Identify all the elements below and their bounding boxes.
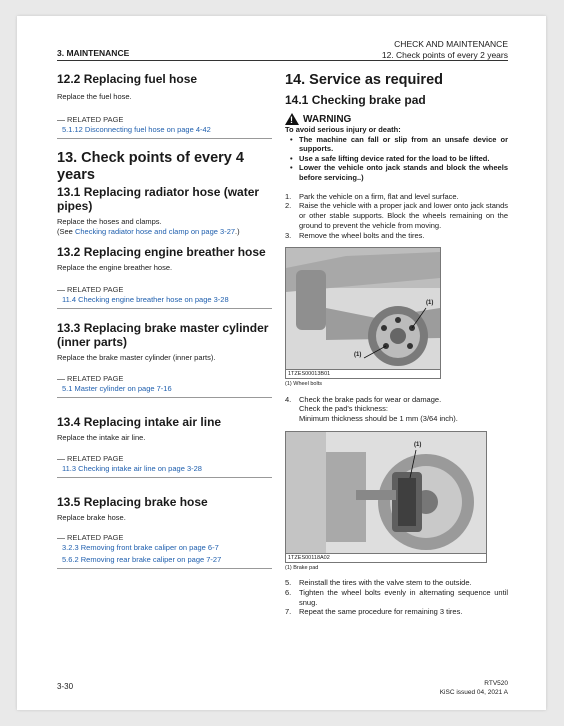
- related-label: RELATED PAGE: [67, 374, 124, 383]
- divider: [57, 397, 272, 398]
- text-13-1: Replace the hoses and clamps.: [57, 217, 162, 226]
- related-page-13-4: [57, 454, 272, 478]
- divider: [57, 138, 272, 139]
- divider: [57, 290, 65, 291]
- related-label: RELATED PAGE: [67, 285, 124, 294]
- footer-info: [440, 680, 508, 697]
- figure-legend: (1) Brake pad: [285, 564, 319, 571]
- divider: [57, 538, 65, 539]
- heading-13: 13. Check points of every 4 years: [57, 150, 244, 183]
- divider: [57, 568, 272, 569]
- related-link[interactable]: 5.6.2 Removing rear brake caliper on page 7-27: [62, 555, 222, 564]
- step-item: 5. Reinstall the tires with the valve stem to the outside.: [285, 577, 472, 587]
- header-divider: [57, 60, 508, 61]
- heading-14: 14. Service as required: [285, 72, 443, 88]
- step-item: 2. Raise the vehicle with a proper jack and lower onto jack stands or other stable supports. Block the wheels remaining on the ground to prevent the vehicle from moving.: [285, 201, 508, 230]
- brake-pad-illustration: [286, 432, 486, 562]
- related-label: RELATED PAGE: [67, 454, 124, 463]
- step-item: 7. Repeat the same procedure for remaining 3 tires.: [285, 607, 463, 617]
- model-name: RTV520: [484, 680, 508, 687]
- related-link[interactable]: 5.1 Master cylinder on page 7-16: [62, 384, 172, 393]
- issue-info: KiSC issued 04, 2021 A: [439, 688, 508, 696]
- related-page-13-3: [57, 374, 272, 398]
- related-label: RELATED PAGE: [67, 533, 124, 542]
- heading-13-4: 13.4 Replacing intake air line: [57, 415, 222, 429]
- subchapter-title: 12. Check points of every 2 years: [381, 50, 508, 60]
- text-13-5: Replace brake hose.: [57, 513, 126, 522]
- left-column: [57, 72, 272, 569]
- step-item: 6. Tighten the wheel bolts evenly in alternating sequence until snug.: [285, 587, 508, 607]
- figure-brake-pad: [285, 431, 487, 563]
- text-12-2: Replace the fuel hose.: [57, 92, 132, 101]
- divider: [57, 459, 65, 460]
- related-label: RELATED PAGE: [67, 115, 124, 124]
- warning-header: [285, 113, 508, 125]
- related-link[interactable]: 11.4 Checking engine breather hose on page 3-28: [62, 295, 229, 304]
- warning-triangle-icon: !: [285, 113, 299, 125]
- warning-label: WARNING: [303, 113, 352, 125]
- related-link[interactable]: 3.2.3 Removing front brake caliper on page 6-7: [62, 543, 219, 552]
- text-13-2: Replace the engine breather hose.: [57, 263, 173, 272]
- section-header: 3. MAINTENANCE: [57, 48, 130, 58]
- warning-intro: To avoid serious injury or death:: [285, 125, 401, 134]
- divider: [57, 120, 65, 121]
- divider: [57, 477, 272, 478]
- heading-13-3: 13.3 Replacing brake master cylinder (inner parts): [57, 321, 269, 349]
- divider: [57, 308, 272, 309]
- heading-12-2: 12.2 Replacing fuel hose: [57, 72, 198, 86]
- callout-label: (1): [414, 441, 422, 448]
- chapter-title: CHECK AND MAINTENANCE: [394, 39, 508, 49]
- step-item: 4. Check the brake pads for wear or damage. Check the pad's thickness: Minimum thickness should be 1 mm (3/64 inch).: [285, 394, 458, 424]
- see-link[interactable]: Checking radiator hose and clamp on page 3-27: [74, 227, 236, 236]
- callout-label: (1): [426, 299, 434, 306]
- warning-bullet: • Use a safe lifting device rated for the load to be lifted.: [299, 154, 508, 164]
- related-page-13-5: [57, 533, 272, 569]
- chapter-header: [382, 39, 508, 61]
- warning-bullet: • The machine can fall or slip from an unsafe device or supports.: [299, 135, 508, 154]
- see-reference-13-1: (See Checking radiator hose and clamp on page 3-27.): [57, 227, 240, 236]
- wheel-bolts-illustration: [286, 248, 440, 378]
- heading-14-1: 14.1 Checking brake pad: [285, 93, 426, 107]
- manual-page: [17, 16, 546, 710]
- related-page-12-2: [57, 115, 272, 139]
- step-item: 3. Remove the wheel bolts and the tires.: [285, 230, 425, 240]
- right-column: [285, 72, 508, 617]
- figure-legend: (1) Wheel bolts: [285, 380, 322, 387]
- warning-box: [285, 125, 508, 183]
- text-13-4: Replace the intake air line.: [57, 433, 146, 442]
- figure-code: 1TZES00013B01: [286, 369, 440, 378]
- related-link[interactable]: 11.3 Checking intake air line on page 3-28: [62, 464, 202, 473]
- steps-list-b: [285, 578, 508, 617]
- heading-13-1: 13.1 Replacing radiator hose (water pipes): [57, 185, 260, 213]
- heading-13-5: 13.5 Replacing brake hose: [57, 495, 208, 509]
- text-13-3: Replace the brake master cylinder (inner parts).: [57, 353, 216, 362]
- figure-wheel-bolts: [285, 247, 441, 379]
- step-item: 1. Park the vehicle on a firm, flat and level surface.: [285, 191, 459, 201]
- step-4: [285, 395, 508, 424]
- callout-label: (1): [354, 351, 362, 358]
- page-number: 3-30: [57, 682, 74, 691]
- related-page-13-2: [57, 285, 272, 309]
- related-link[interactable]: 5.1.12 Disconnecting fuel hose on page 4-42: [62, 125, 211, 134]
- divider: [57, 379, 65, 380]
- warning-bullet: • Lower the vehicle onto jack stands and block the wheels before servicing..): [299, 163, 508, 182]
- heading-13-2: 13.2 Replacing engine breather hose: [57, 245, 266, 259]
- steps-list-a: [285, 192, 508, 241]
- figure-code: 1TZES00118A02: [286, 553, 486, 562]
